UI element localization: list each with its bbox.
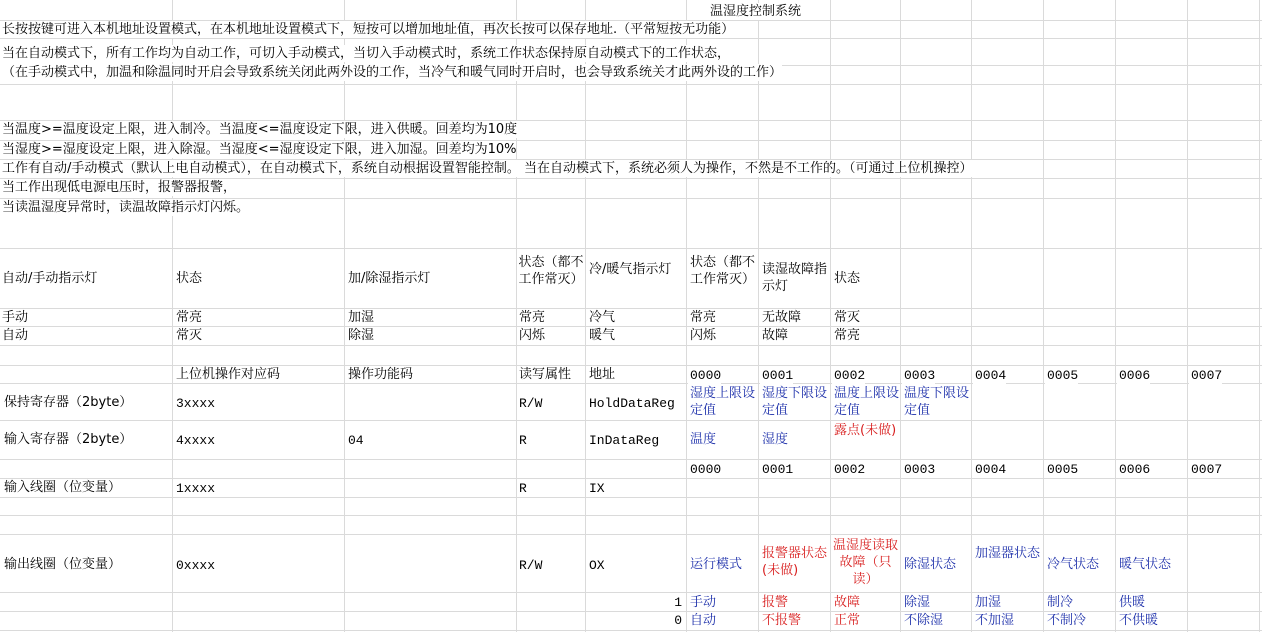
indicator-cell: 常灭 xyxy=(834,310,861,325)
indicator-cell: 常亮 xyxy=(690,310,717,325)
note-low-voltage: 当工作出现低电源电压时，报警器报警， xyxy=(2,180,237,195)
grid-line xyxy=(172,0,173,632)
grid-line xyxy=(971,0,972,632)
grid-line xyxy=(585,0,586,632)
note-read-fault: 当读温湿度异常时，读温故障指示灯闪烁。 xyxy=(2,200,250,215)
grid-line xyxy=(0,420,1262,421)
indicator-row-auto: 自动 xyxy=(2,328,29,343)
output-alarm-state: 报警器状态(未做) xyxy=(760,545,830,579)
input-temperature: 温度 xyxy=(690,432,717,447)
holding-register-rw: R/W xyxy=(519,396,543,411)
output-zero-value: 不报警 xyxy=(762,613,802,628)
grid-line xyxy=(0,38,1262,39)
indicator-cell: 闪烁 xyxy=(519,328,546,343)
output-one-value: 除湿 xyxy=(904,595,931,610)
register-header-function: 操作功能码 xyxy=(348,367,414,382)
grid-line xyxy=(344,0,345,632)
address-cell: 0003 xyxy=(904,368,936,383)
note-long-press: 长按按键可进入本机地址设置模式，在本机地址设置模式下，短按可以增加地址值，再次长按可以保存地址.（平常短按无功能） xyxy=(2,22,735,37)
input-register-name: 输入寄存器（2byte） xyxy=(4,432,133,447)
output-one-value: 供暖 xyxy=(1119,595,1146,610)
holding-temperature-upper: 温度上限设定值 xyxy=(834,386,900,418)
input-register-rw: R xyxy=(519,433,527,448)
grid-line xyxy=(1115,0,1116,632)
indicator-cell: 冷气 xyxy=(589,310,616,325)
input-register-address: InDataReg xyxy=(589,433,660,448)
input-coil-code: 1xxxx xyxy=(176,481,216,496)
address-cell: 0007 xyxy=(1191,368,1223,383)
output-zero-value: 不制冷 xyxy=(1047,613,1087,628)
holding-register-name: 保持寄存器（2byte） xyxy=(4,395,133,410)
output-one-value: 加湿 xyxy=(975,595,1002,610)
output-zero-value: 不供暖 xyxy=(1119,613,1159,628)
indicator-header-state-humidify: 状态（都不工作常灭） xyxy=(518,255,584,287)
grid-line xyxy=(0,345,1262,346)
input-register-code: 4xxxx xyxy=(176,433,216,448)
grid-line xyxy=(0,515,1262,516)
indicator-row-manual: 手动 xyxy=(2,310,29,325)
input-humidity: 湿度 xyxy=(762,432,789,447)
address-cell: 0006 xyxy=(1119,368,1151,383)
output-heating-state: 暖气状态 xyxy=(1119,557,1172,572)
grid-line xyxy=(0,248,1262,249)
register-header-code: 上位机操作对应码 xyxy=(176,367,281,382)
indicator-cell: 常亮 xyxy=(834,328,861,343)
input-coil-address: IX xyxy=(589,481,605,496)
holding-humidity-upper: 湿度上限设定值 xyxy=(688,385,758,419)
address-cell: 0007 xyxy=(1191,462,1223,477)
address-cell: 0001 xyxy=(762,368,794,383)
grid-line xyxy=(0,592,1262,593)
note-temperature: 当温度>=温度设定上限，进入制冷。当温度<=温度设定下限，进入供暖。回差均为10度 xyxy=(2,122,518,137)
indicator-header-auto-manual: 自动/手动指示灯 xyxy=(2,271,98,286)
address-cell: 0000 xyxy=(690,462,722,477)
input-register-function: 04 xyxy=(348,433,364,448)
holding-register-code: 3xxxx xyxy=(176,396,216,411)
register-header-rw: 读写属性 xyxy=(519,367,572,382)
grid-line xyxy=(0,497,1262,498)
indicator-cell: 常灭 xyxy=(176,328,203,343)
indicator-cell: 闪烁 xyxy=(690,328,717,343)
indicator-header-state-cool-warm: 状态（都不工作常灭） xyxy=(687,254,758,288)
output-one-value: 制冷 xyxy=(1047,595,1074,610)
output-zero-value: 不加湿 xyxy=(975,613,1015,628)
page-title: 温湿度控制系统 xyxy=(710,4,802,19)
output-dehumidify-state: 除湿状态 xyxy=(904,557,957,572)
input-coil-rw: R xyxy=(519,481,527,496)
output-cooling-state: 冷气状态 xyxy=(1047,557,1100,572)
output-read-fault: 温湿度读取故障（只读） xyxy=(832,538,898,587)
holding-humidity-lower: 湿度下限设定值 xyxy=(760,385,830,419)
address-cell: 0000 xyxy=(690,368,722,383)
value-one-label: 1 xyxy=(586,594,686,611)
grid-line xyxy=(1187,0,1188,632)
output-one-value: 故障 xyxy=(834,595,861,610)
address-cell: 0004 xyxy=(975,368,1007,383)
grid-line xyxy=(900,0,901,632)
holding-register-address: HoldDataReg xyxy=(589,396,675,411)
grid-line xyxy=(686,0,687,632)
register-header-address: 地址 xyxy=(589,367,616,382)
indicator-header-humidify: 加/除湿指示灯 xyxy=(348,271,431,286)
value-zero-label: 0 xyxy=(586,612,686,629)
input-coil-name: 输入线圈（位变量） xyxy=(4,480,122,495)
output-coil-rw: R/W xyxy=(519,558,543,573)
grid-line xyxy=(1259,0,1260,632)
grid-line xyxy=(0,534,1262,535)
indicator-cell: 暖气 xyxy=(589,328,616,343)
holding-temperature-lower: 温度下限设定值 xyxy=(904,386,970,418)
indicator-cell: 常亮 xyxy=(519,310,546,325)
indicator-header-state: 状态 xyxy=(176,271,203,286)
indicator-header-cool-warm: 冷/暖气指示灯 xyxy=(587,261,685,278)
output-coil-name: 输出线圈（位变量） xyxy=(4,557,122,572)
note-work-mode: 工作有自动/手动模式（默认上电自动模式），在自动模式下，系统自动根据设置智能控制。 当在自动模式下，系统必须人为操作，不然是不工作的。（可通过上位机操控） xyxy=(2,161,973,176)
output-coil-code: 0xxxx xyxy=(176,558,216,573)
output-zero-value: 正常 xyxy=(834,613,861,628)
note-humidity: 当湿度>=湿度设定上限，进入除湿。当湿度<=湿度设定下限，进入加湿。回差均为10% xyxy=(2,142,517,157)
note-manual-mode: （在手动模式中，加温和除温同时开启会导致系统关闭此两外设的工作，当冷气和暖气同时开启时，也会导致系统关才此两外设的工作） xyxy=(2,65,783,80)
address-cell: 0004 xyxy=(975,462,1007,477)
indicator-cell: 常亮 xyxy=(176,310,203,325)
indicator-cell: 无故障 xyxy=(762,310,802,325)
address-cell: 0005 xyxy=(1047,462,1079,477)
indicator-cell: 除湿 xyxy=(348,328,375,343)
output-zero-value: 不除湿 xyxy=(904,613,944,628)
output-run-mode: 运行模式 xyxy=(690,557,743,572)
output-coil-address: OX xyxy=(589,558,605,573)
input-dew-point: 露点(未做) xyxy=(832,422,900,439)
output-one-value: 报警 xyxy=(762,595,789,610)
note-auto-mode: 当在自动模式下，所有工作均为自动工作，可切入手动模式，当切入手动模式时，系统工作状态保持原自动模式下的工作状态， xyxy=(2,46,731,61)
grid-line xyxy=(0,478,1262,479)
output-zero-value: 自动 xyxy=(690,613,717,628)
address-cell: 0006 xyxy=(1119,462,1151,477)
indicator-cell: 加湿 xyxy=(348,310,375,325)
address-cell: 0002 xyxy=(834,462,866,477)
address-cell: 0005 xyxy=(1047,368,1079,383)
output-humidifier-state: 加湿器状态 xyxy=(973,545,1043,562)
grid-line xyxy=(758,0,759,632)
grid-line xyxy=(0,630,1262,631)
address-cell: 0003 xyxy=(904,462,936,477)
grid-line xyxy=(1043,0,1044,632)
output-one-value: 手动 xyxy=(690,595,717,610)
indicator-header-state-fault: 状态 xyxy=(834,271,861,286)
indicator-header-read-fault: 读湿故障指示灯 xyxy=(760,261,830,295)
address-cell: 0002 xyxy=(834,368,866,383)
grid-line xyxy=(0,459,1262,460)
address-cell: 0001 xyxy=(762,462,794,477)
indicator-cell: 故障 xyxy=(762,328,789,343)
grid-line xyxy=(0,84,1262,85)
